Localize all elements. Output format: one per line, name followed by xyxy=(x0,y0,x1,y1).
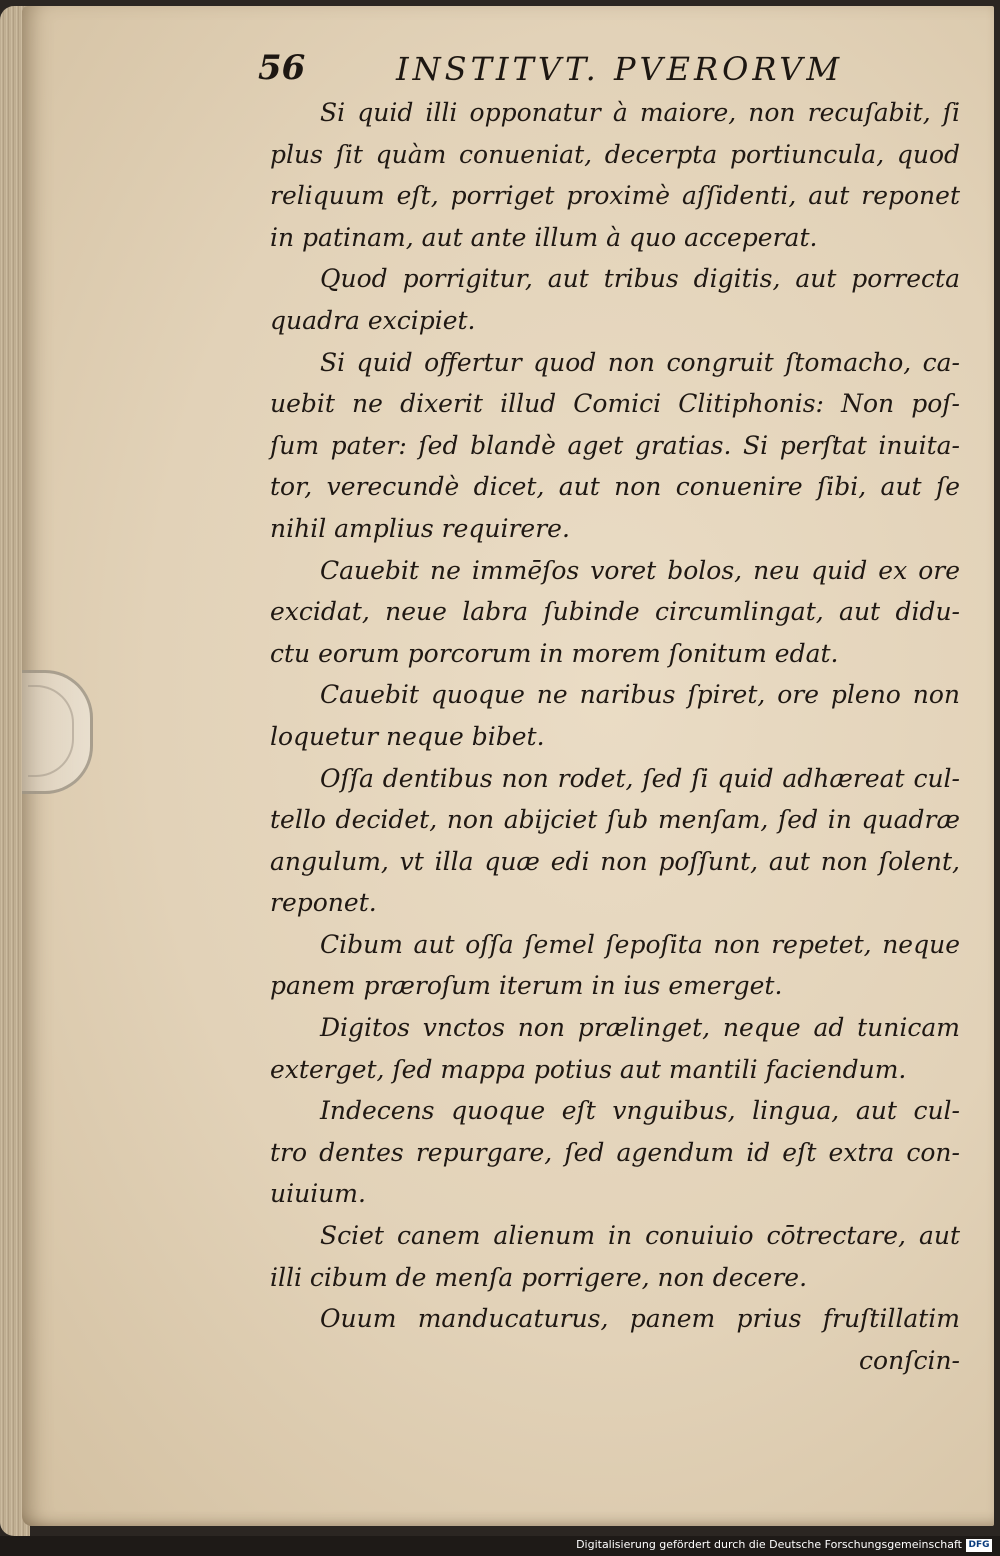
text-line: nihil amplius requirere. xyxy=(270,513,570,543)
body-text xyxy=(270,92,960,1381)
text-line: Si quid illi opponatur à maiore, non recuſabit, ſi xyxy=(320,98,960,127)
text-line: Oſſa dentibus non rodet, ſed ſi quid adhæreat cul- xyxy=(320,763,960,793)
text-line: Cibum aut oſſa ſemel ſepoſita non repetet, neque xyxy=(320,929,960,959)
text-line: Ouum manducaturus, panem prius fruſtillatim xyxy=(320,1304,960,1334)
page-header xyxy=(258,42,878,90)
text-line: reponet. xyxy=(270,888,377,918)
text-line: tro dentes repurgare, ſed agendum id eſt extra con- xyxy=(270,1137,960,1167)
catchword: conſcin- xyxy=(859,1345,960,1375)
text-line: in patinam, aut ante illum à quo acceperat. xyxy=(270,222,818,252)
text-line: Sciet canem alienum in conuiuio cōtrectare, aut xyxy=(320,1221,960,1251)
text-line: reliquum eſt, porriget proximè aſſidenti, aut reponet xyxy=(270,181,960,211)
text-line: Indecens quoque eſt vnguibus, lingua, aut cul- xyxy=(320,1096,960,1126)
text-line: Quod porrigitur, aut tribus digitis, aut porrecta xyxy=(320,264,960,294)
text-line: angulum, vt illa quæ edi non poſſunt, aut non ſolent, xyxy=(270,846,960,876)
footer-bar xyxy=(0,1536,1000,1556)
text-line: uiuium. xyxy=(270,1179,366,1209)
text-line: Digitos vnctos non prælinget, neque ad tunicam xyxy=(320,1013,960,1043)
text-line: tor, verecundè dicet, aut non conuenire ſibi, aut ſe xyxy=(270,472,960,502)
text-line: ctu eorum porcorum in morem ſonitum edat. xyxy=(270,638,839,668)
text-line: quadra excipiet. xyxy=(270,305,476,335)
text-line: plus ſit quàm conueniat, decerpta portiuncula, quod xyxy=(270,139,960,169)
text-line: excidat, neue labra ſubinde circumlingat, aut didu- xyxy=(270,597,960,627)
text-line: Si quid offertur quod non congruit ſtomacho, ca- xyxy=(320,347,960,377)
text-line: illi cibum de menſa porrigere, non decere. xyxy=(270,1262,808,1292)
page-clip xyxy=(22,670,93,794)
text-line: tello decidet, non abijciet ſub menſam, ſed in quadræ xyxy=(270,805,960,835)
footer-credit: Digitalisierung gefördert durch die Deutsche Forschungsgemeinschaft xyxy=(576,1538,962,1551)
text-line: uebit ne dixerit illud Comici Clitiphonis: Non poſ- xyxy=(270,389,960,419)
text-line: panem præroſum iterum in ius emerget. xyxy=(270,971,783,1001)
text-line: loquetur neque bibet. xyxy=(270,721,545,751)
running-head: INSTITVT. PVERORVM xyxy=(396,50,844,88)
text-line: Cauebit quoque ne naribus ſpiret, ore pleno non xyxy=(320,680,960,710)
text-line: exterget, ſed mappa potius aut mantili faciendum. xyxy=(270,1054,907,1084)
dfg-logo[interactable]: DFG xyxy=(966,1539,992,1552)
text-line: Cauebit ne immēſos voret bolos, neu quid ex ore xyxy=(320,555,960,585)
page-number: 56 xyxy=(258,48,306,88)
page-clip-inner xyxy=(28,685,74,777)
text-line: ſum pater: ſed blandè aget gratias. Si perſtat inuita- xyxy=(270,430,960,460)
